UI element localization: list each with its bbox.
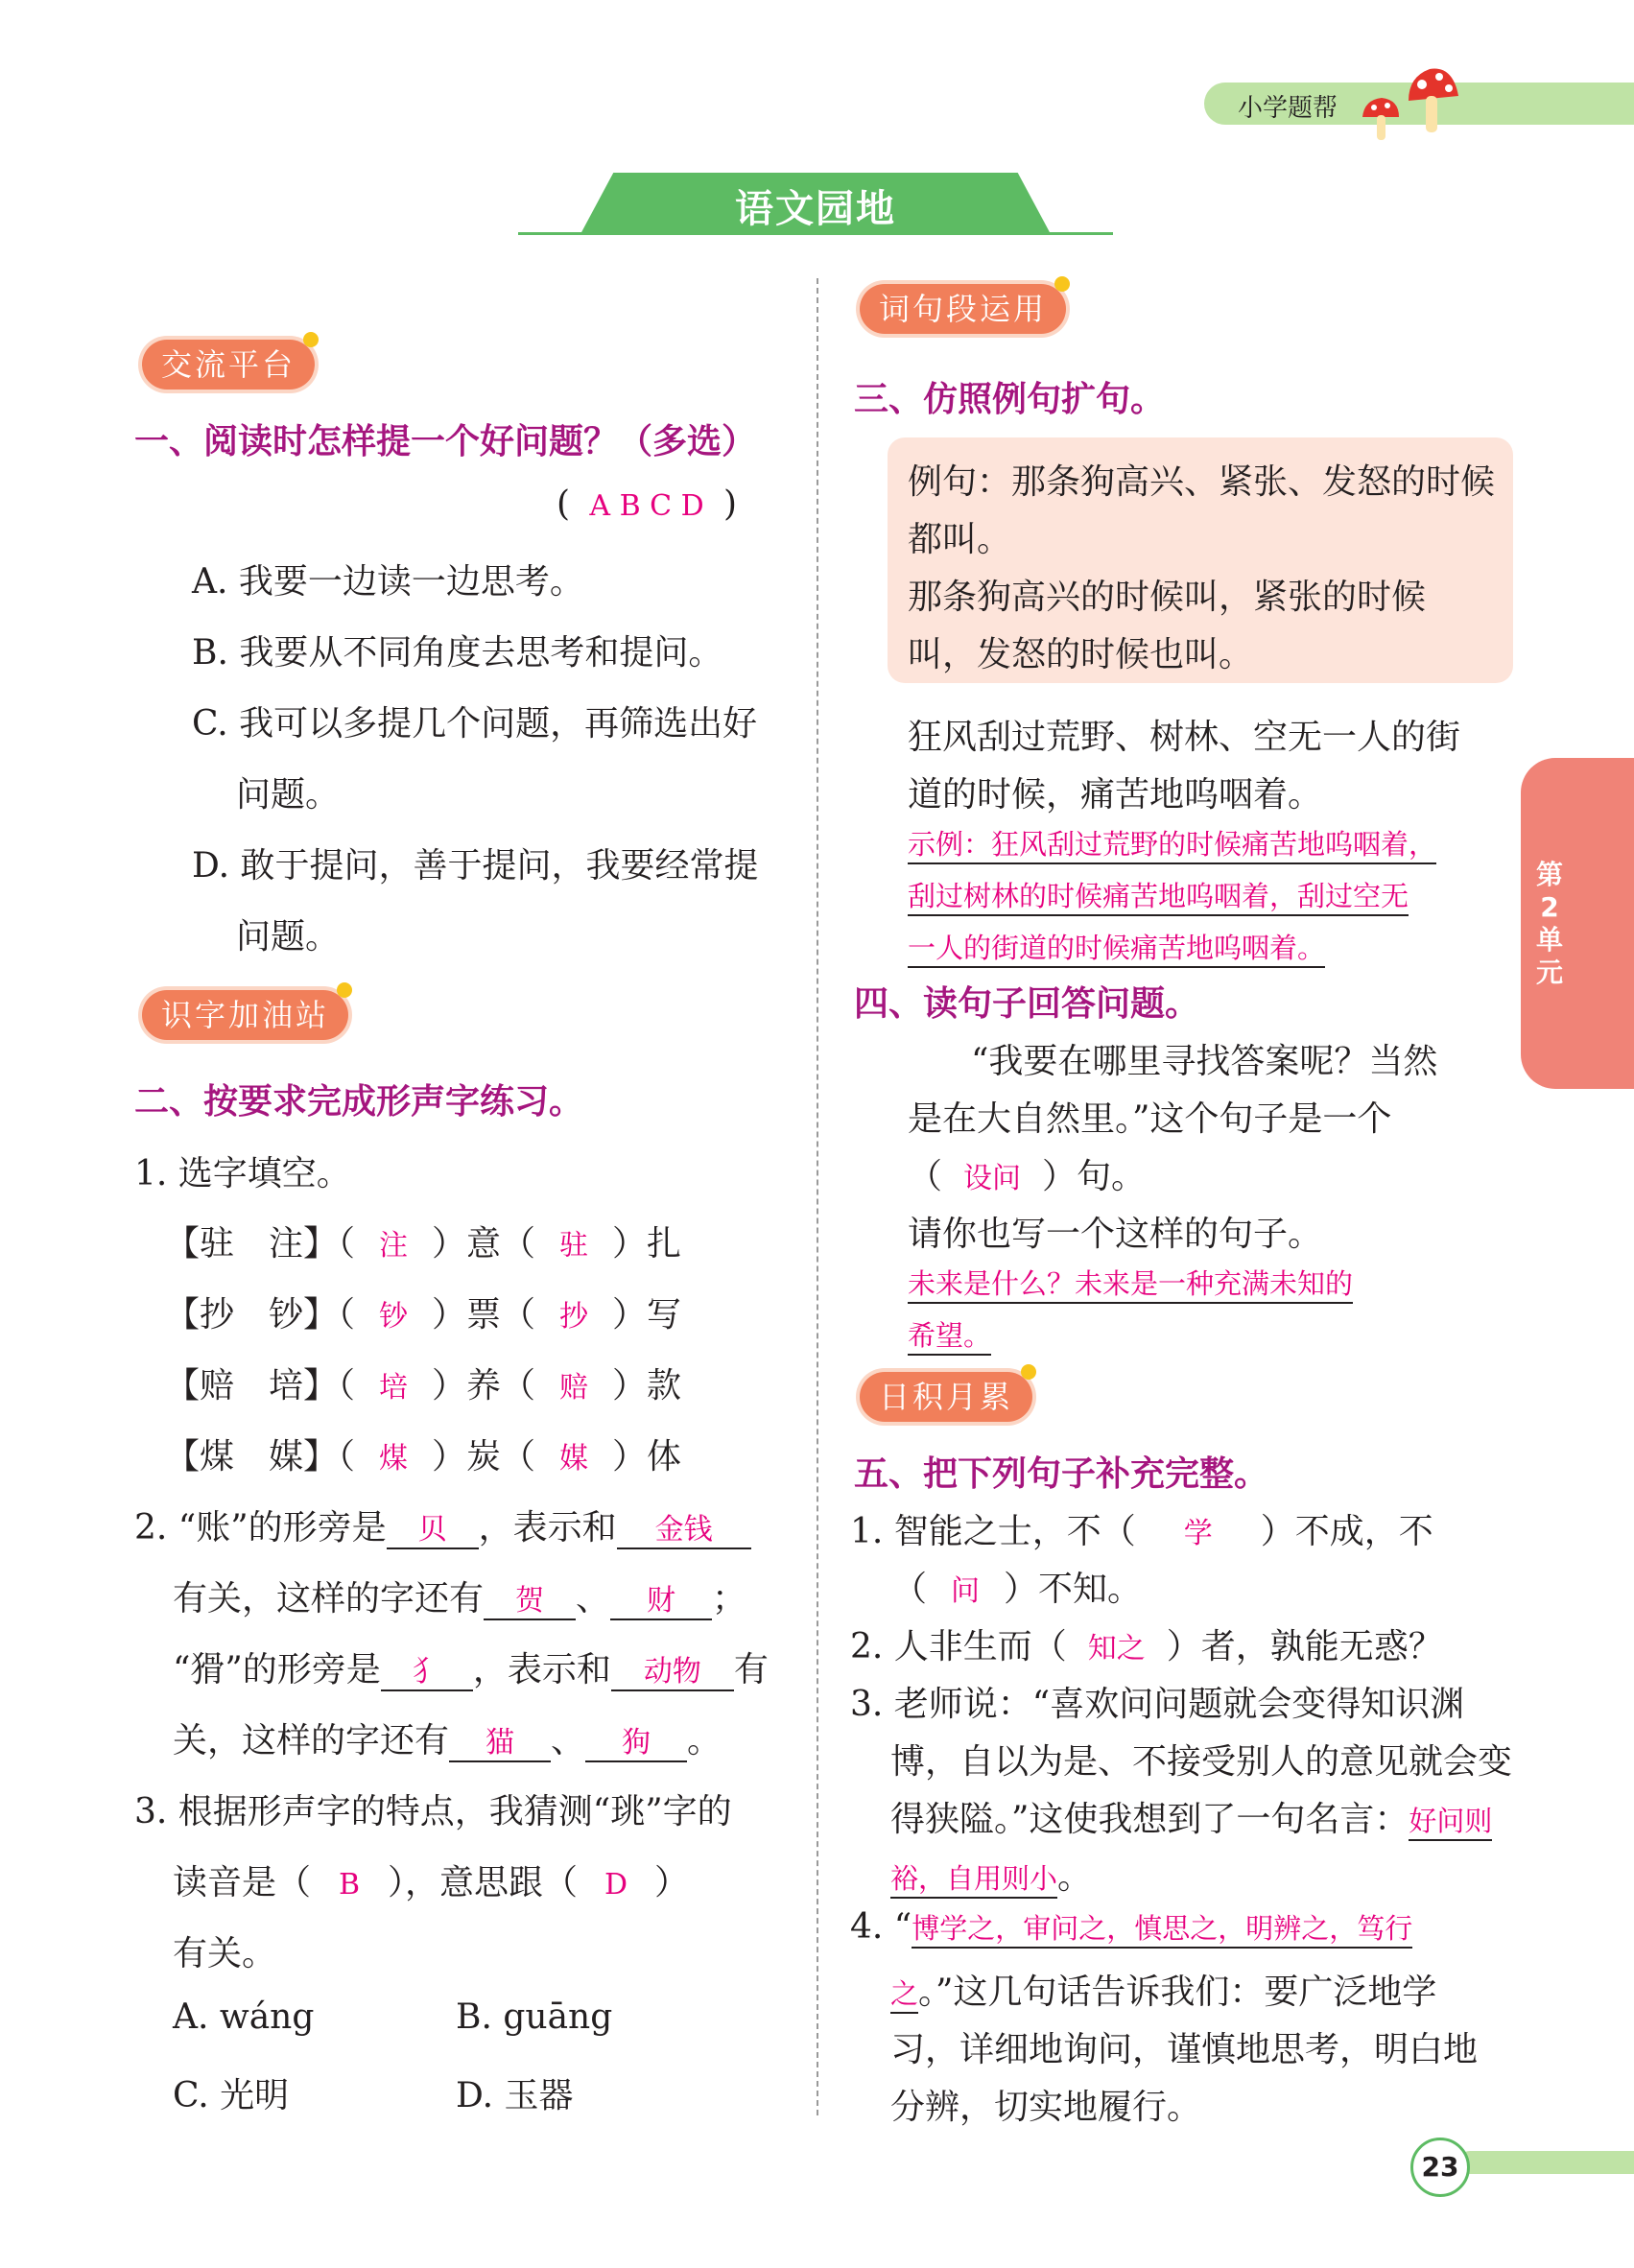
q5-item-3-line-3: 得狭隘。”这使我想到了一句名言：好问则 [890, 1800, 1493, 1839]
q5-item-4-line-4: 分辨，切实地履行。 [890, 2088, 1202, 2127]
sub-3-option-a: A. wáng [173, 1997, 315, 2037]
option-d-cont: 问题。 [236, 917, 341, 957]
sub-3-option-c: C. 光明 [173, 2076, 290, 2115]
column-divider [817, 278, 818, 2115]
question-4-title: 四、读句子回答问题。 [854, 984, 1200, 1024]
option-d: D. 敢于提问，善于提问，我要经常提 [192, 846, 759, 886]
sub-3-option-d: D. 玉器 [456, 2076, 574, 2115]
question-1-title: 一、阅读时怎样提一个好问题？（多选） [134, 422, 757, 461]
q5-item-1-cont: （ 问 ）不知。 [892, 1570, 1143, 1609]
section-label-characters: 识字加油站 [142, 990, 348, 1040]
section-label-usage: 词句段运用 [860, 284, 1066, 334]
q5-item-3-line-4: 裕，自用则小。 [890, 1857, 1093, 1897]
section-label-exchange: 交流平台 [142, 340, 315, 390]
question-3-title: 三、仿照例句扩句。 [854, 380, 1166, 419]
q4-line-2: 是在大自然里。”这个句子是一个 [908, 1099, 1392, 1139]
sub-3-option-b: B. guāng [456, 1997, 613, 2037]
fill-row-2: 【抄 钞】（ 钞 ）票（ 抄 ）写 [165, 1295, 682, 1335]
option-c-cont: 问题。 [236, 775, 341, 815]
q5-item-3-line-1: 3. 老师说：“喜欢问问题就会变得知识渊 [850, 1685, 1465, 1724]
answer-4-line-2: 希望。 [908, 1314, 991, 1356]
sub-1-title: 1. 选字填空。 [134, 1154, 351, 1193]
sub-2-line-1: 2. “账”的形旁是 贝 ，表示和 金钱 [134, 1500, 751, 1549]
question-1-answer: ( A B C D ) [557, 484, 738, 524]
sub-3-line-1: 3. 根据形声字的特点，我猜测“珧”字的 [134, 1792, 732, 1831]
example-line-1: 例句：那条狗高兴、紧张、发怒的时候 [908, 462, 1496, 502]
section-label-accumulate: 日积月累 [860, 1372, 1032, 1422]
q5-item-1: 1. 智能之士，不（ 学 ）不成，不 [850, 1512, 1433, 1551]
sub-3-line-2: 读音是（ B ），意思跟（ D ） [173, 1863, 690, 1902]
q4-line-3: （ 设问 ）句。 [908, 1157, 1147, 1196]
option-a: A. 我要一边读一边思考。 [192, 562, 584, 602]
fill-row-4: 【煤 媒】（ 煤 ）炭（ 媒 ）体 [165, 1437, 682, 1477]
q5-item-4-line-1: 4. “博学之，审问之，慎思之，明辨之，笃行 [850, 1907, 1413, 1947]
prompt-line-1: 狂风刮过荒野、树林、空无一人的街 [908, 718, 1461, 757]
example-line-3: 那条狗高兴的时候叫，紧张的时候 [908, 578, 1427, 617]
sub-2-line-3: “猾”的形旁是 犭 ，表示和 动物 有 [173, 1642, 769, 1691]
q4-line-4: 请你也写一个这样的句子。 [908, 1215, 1323, 1254]
unit-side-label: 第 2 单 元 [1535, 859, 1563, 988]
q4-line-1: “我要在哪里寻找答案呢？当然 [971, 1042, 1438, 1081]
example-line-4: 叫，发怒的时候也叫。 [908, 635, 1254, 674]
answer-3-line-1: 示例：狂风刮过荒野的时候痛苦地呜咽着， [908, 823, 1436, 864]
question-5-title: 五、把下列句子补充完整。 [854, 1454, 1269, 1494]
answer-3-line-2: 刮过树林的时候痛苦地呜咽着，刮过空无 [908, 875, 1409, 916]
page-number: 23 [1410, 2138, 1470, 2197]
answer-4-line-1: 未来是什么？未来是一种充满未知的 [908, 1263, 1353, 1304]
q5-item-4-line-2: 之。”这几句话告诉我们：要广泛地学 [890, 1973, 1437, 2012]
example-line-2: 都叫。 [908, 520, 1012, 559]
q5-item-2: 2. 人非生而（ 知之 ）者，孰能无惑？ [850, 1627, 1443, 1666]
page-title: 语文园地 [735, 187, 896, 231]
fill-row-1: 【驻 注】（ 注 ）意（ 驻 ）扎 [165, 1224, 682, 1264]
option-b: B. 我要从不同角度去思考和提问。 [192, 633, 723, 673]
fill-row-3: 【赔 培】（ 培 ）养（ 赔 ）款 [165, 1366, 682, 1406]
sub-2-line-2: 有关，这样的字还有 贺 、 财 ； [173, 1571, 746, 1620]
footer-bar [1458, 2151, 1634, 2174]
answer-3-line-3: 一人的街道的时候痛苦地呜咽着。 [908, 927, 1325, 968]
q5-item-4-line-3: 习，详细地询问，谨慎地思考，明白地 [890, 2030, 1479, 2069]
question-2-title: 二、按要求完成形声字练习。 [134, 1082, 584, 1122]
option-c: C. 我可以多提几个问题，再筛选出好 [192, 704, 758, 744]
sub-3-line-3: 有关。 [173, 1934, 277, 1973]
brand-label: 小学题帮 [1238, 94, 1338, 123]
q5-item-3-line-2: 博，自以为是、不接受别人的意见就会变 [890, 1742, 1513, 1782]
prompt-line-2: 道的时候，痛苦地呜咽着。 [908, 775, 1323, 815]
mushroom-icon [1353, 58, 1468, 149]
sub-2-line-4: 关，这样的字还有 猫 、 狗 。 [173, 1713, 722, 1762]
